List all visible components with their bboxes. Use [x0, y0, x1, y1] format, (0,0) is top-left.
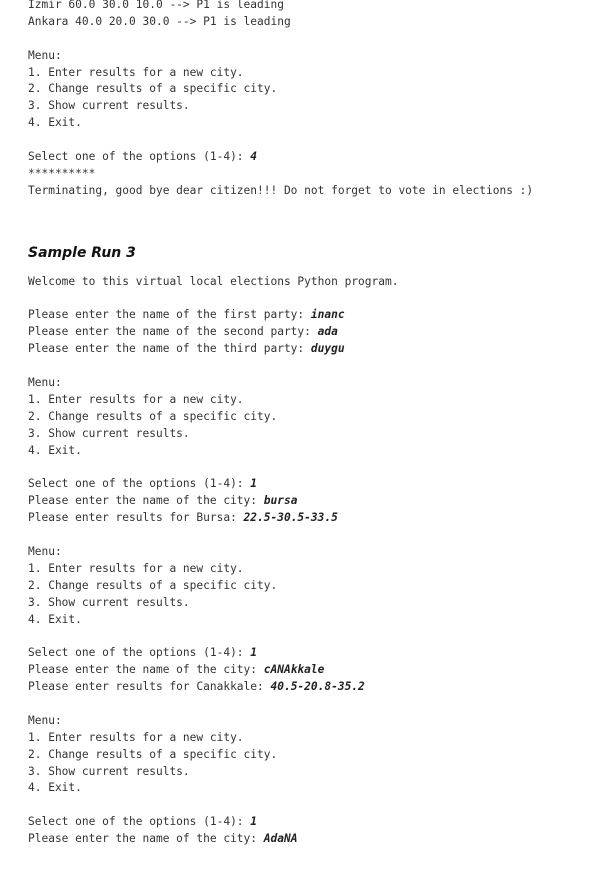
menu-option-1: 1. Enter results for a new city.	[28, 65, 244, 79]
select-prompt: Select one of the options (1-4):	[28, 477, 251, 491]
menu-option-3: 3. Show current results.	[28, 764, 190, 778]
menu-option-4: 4. Exit.	[28, 612, 82, 626]
menu-title: Menu:	[28, 376, 62, 390]
menu-option-2: 2. Change results of a specific city.	[28, 747, 278, 761]
party-prompt-second	[28, 324, 616, 341]
select-option-line	[28, 814, 616, 831]
blank-line	[28, 527, 616, 544]
welcome-line: Welcome to this virtual local elections Python program.	[28, 274, 399, 288]
city-prompt-line	[28, 831, 616, 848]
stars-line: **********	[28, 166, 96, 180]
menu-option-1: 1. Enter results for a new city.	[28, 561, 244, 575]
blank-line	[28, 31, 616, 48]
select-input: 1	[250, 646, 258, 660]
select-option-line	[28, 645, 616, 662]
party-input-first: inanc	[310, 308, 345, 322]
prompt-text: Please enter the name of the first party:	[28, 308, 311, 322]
result-line-izmir: Izmir 60.0 30.0 10.0 --> P1 is leading	[28, 0, 284, 11]
party-input-third: duygu	[310, 342, 345, 356]
select-prompt: Select one of the options (1-4):	[28, 815, 251, 829]
results-prompt-line	[28, 679, 616, 696]
results-prompt: Please enter results for Canakkale:	[28, 680, 271, 694]
menu-option-3: 3. Show current results.	[28, 99, 190, 113]
menu-option-4: 4. Exit.	[28, 443, 82, 457]
menu-option-1: 1. Enter results for a new city.	[28, 730, 244, 744]
menu-title: Menu:	[28, 48, 62, 62]
city-prompt: Please enter the name of the city:	[28, 832, 264, 846]
prompt-text: Please enter the name of the second party:	[28, 325, 318, 339]
city-prompt: Please enter the name of the city:	[28, 663, 264, 677]
city-input: AdaNA	[263, 832, 298, 846]
results-prompt: Please enter results for Bursa:	[28, 511, 244, 525]
menu-option-3: 3. Show current results.	[28, 426, 190, 440]
select-option-line	[28, 476, 616, 493]
select-prompt: Select one of the options (1-4):	[28, 150, 251, 164]
menu-option-2: 2. Change results of a specific city.	[28, 409, 278, 423]
blank-line	[28, 358, 616, 375]
menu-option-4: 4. Exit.	[28, 116, 82, 130]
menu-option-4: 4. Exit.	[28, 781, 82, 795]
blank-line	[28, 132, 616, 149]
blank-line	[28, 696, 616, 713]
menu-title: Menu:	[28, 713, 62, 727]
party-input-second: ada	[317, 325, 338, 339]
sample-run-heading: Sample Run 3	[28, 244, 136, 261]
results-prompt-line	[28, 510, 616, 527]
city-input: bursa	[263, 494, 298, 508]
goodbye-line: Terminating, good bye dear citizen!!! Do not forget to vote in elections :)	[28, 183, 534, 197]
results-input: 40.5-20.8-35.2	[270, 680, 365, 694]
menu-option-1: 1. Enter results for a new city.	[28, 392, 244, 406]
menu-option-2: 2. Change results of a specific city.	[28, 578, 278, 592]
party-prompt-first	[28, 307, 616, 324]
city-prompt-line	[28, 493, 616, 510]
select-option-line	[28, 149, 616, 166]
select-input: 1	[250, 477, 258, 491]
select-input: 4	[250, 150, 258, 164]
menu-option-3: 3. Show current results.	[28, 595, 190, 609]
blank-line	[28, 291, 616, 308]
menu-title: Menu:	[28, 544, 62, 558]
blank-line	[28, 797, 616, 814]
blank-line	[28, 628, 616, 645]
menu-option-2: 2. Change results of a specific city.	[28, 82, 278, 96]
party-prompt-third	[28, 341, 616, 358]
prompt-text: Please enter the name of the third party:	[28, 342, 311, 356]
city-input: cANAkkale	[263, 663, 325, 677]
document-page	[28, 0, 616, 848]
result-line-ankara: Ankara 40.0 20.0 30.0 --> P1 is leading	[28, 14, 291, 28]
results-input: 22.5-30.5-33.5	[243, 511, 338, 525]
select-input: 1	[250, 815, 258, 829]
select-prompt: Select one of the options (1-4):	[28, 646, 251, 660]
city-prompt: Please enter the name of the city:	[28, 494, 264, 508]
city-prompt-line	[28, 662, 616, 679]
blank-line	[28, 459, 616, 476]
